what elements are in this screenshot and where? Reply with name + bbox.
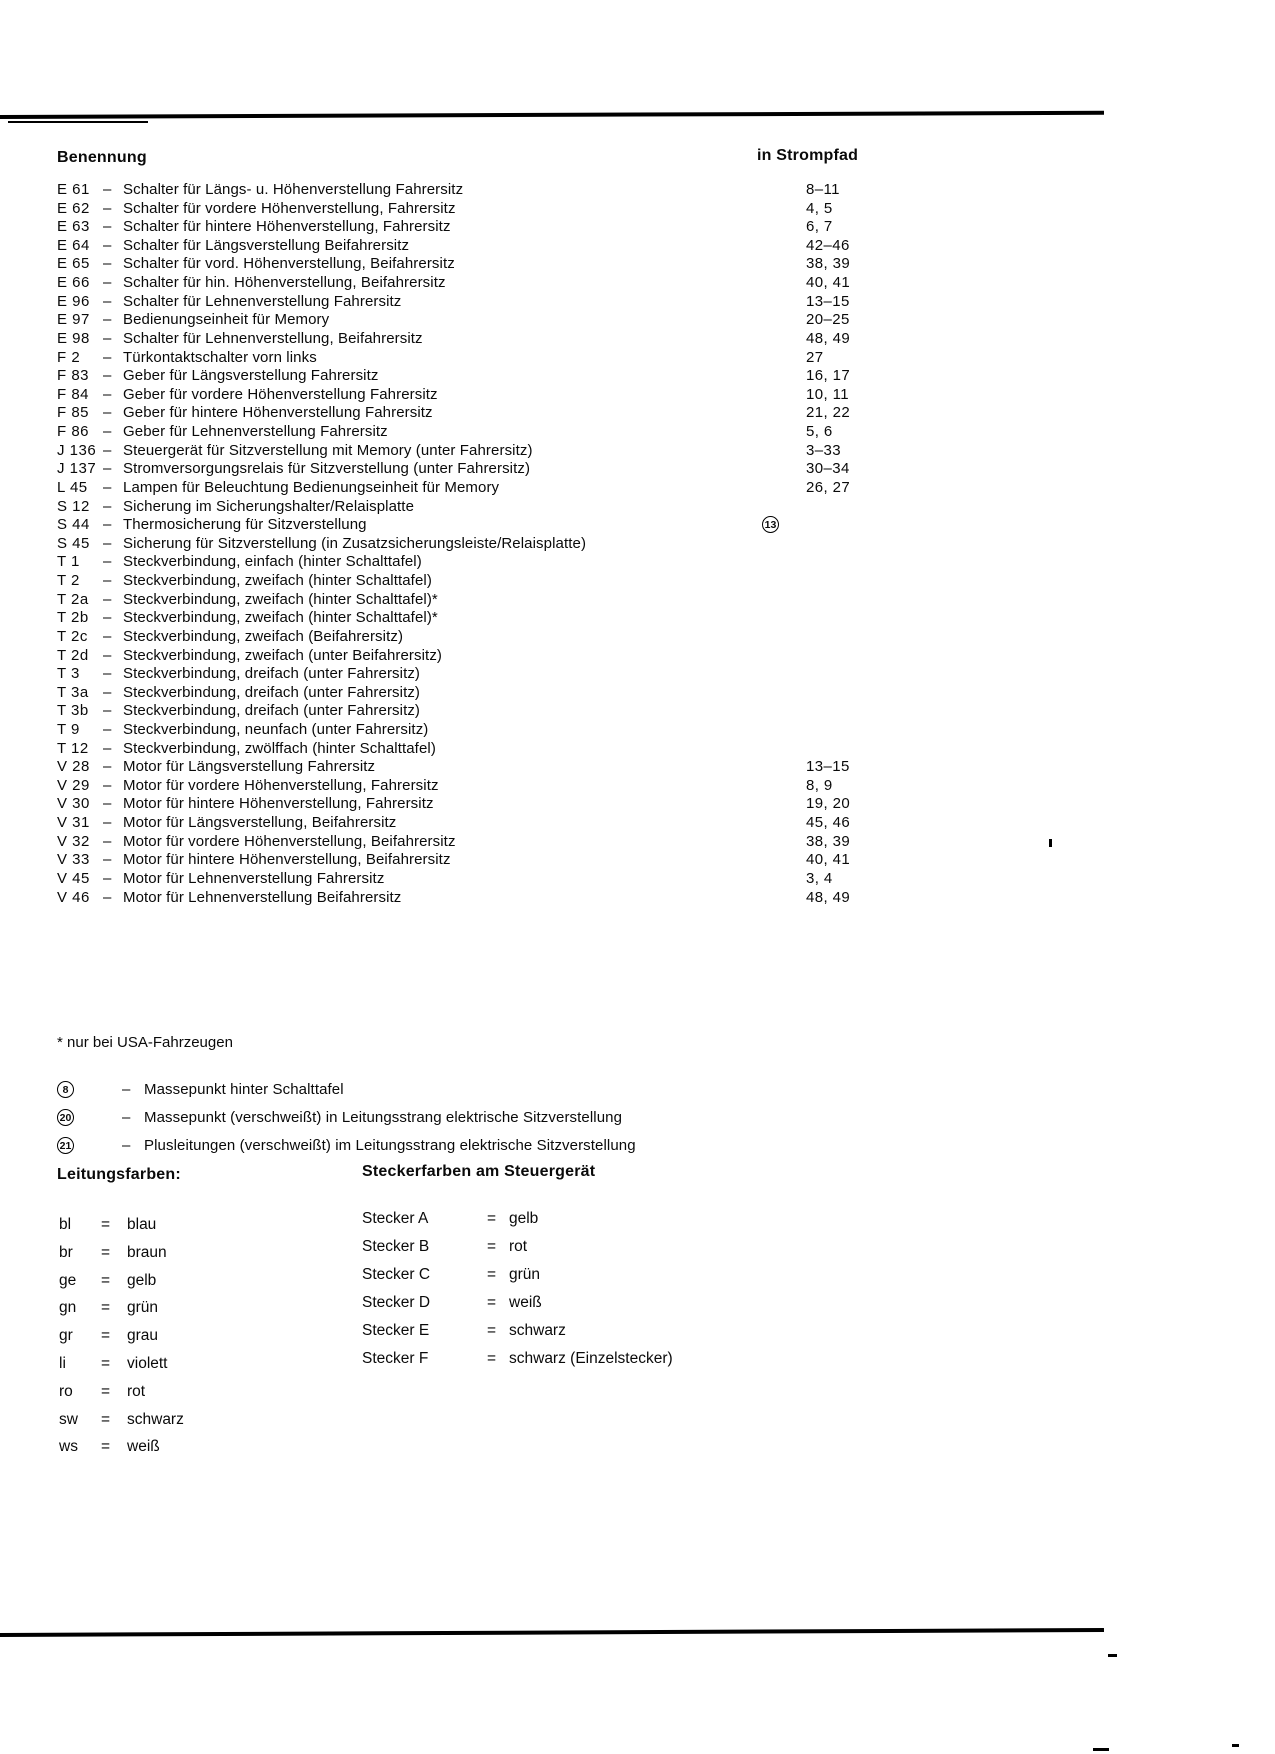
component-description: Steckverbindung, dreifach (unter Fahrersitz) xyxy=(123,702,421,720)
component-description: Sicherung für Sitzverstellung (in Zusatzsicherungsleiste/Relaisplatte) xyxy=(123,534,587,552)
component-strompfad: 38, 39 xyxy=(806,255,851,273)
component-strompfad: 30–34 xyxy=(806,460,850,478)
dash-separator: – xyxy=(103,441,112,459)
dash-separator: – xyxy=(122,1081,131,1098)
component-code: E 62 xyxy=(57,199,90,217)
component-description: Schalter für Längsverstellung Beifahrersitz xyxy=(123,236,410,254)
component-code: T 2 xyxy=(57,572,80,590)
component-description: Schalter für hintere Höhenverstellung, Fahrersitz xyxy=(123,218,451,236)
component-strompfad: 20–25 xyxy=(806,311,850,329)
component-description: Türkontaktschalter vorn links xyxy=(123,348,317,366)
component-code: F 85 xyxy=(57,404,90,422)
scan-speck xyxy=(1108,1654,1117,1657)
bottom-rule xyxy=(0,1628,1104,1637)
component-strompfad: 3, 4 xyxy=(806,869,833,887)
dash-separator: – xyxy=(103,646,112,664)
component-code: J 136 xyxy=(57,441,97,459)
component-strompfad: 26, 27 xyxy=(806,478,851,496)
wire-color-code: bl xyxy=(59,1216,72,1233)
component-code: E 63 xyxy=(57,218,90,236)
circled-ground-number: 21 xyxy=(57,1137,74,1154)
dash-separator: – xyxy=(103,869,112,887)
equals-sign: = xyxy=(101,1355,111,1372)
component-description: Steckverbindung, zweifach (hinter Schalttafel)* xyxy=(123,609,438,627)
dash-separator: – xyxy=(103,404,112,422)
component-description: Schalter für Lehnenverstellung Fahrersitz xyxy=(123,292,402,310)
equals-sign: = xyxy=(101,1410,111,1428)
component-strompfad: 40, 41 xyxy=(806,851,851,869)
connector-label: Stecker B xyxy=(362,1238,430,1255)
equals-sign: = xyxy=(101,1382,111,1400)
wire-color-code: ro xyxy=(59,1382,73,1400)
wire-color-name: weiß xyxy=(127,1438,160,1456)
component-description: Steckverbindung, zweifach (Beifahrersitz) xyxy=(123,627,404,645)
dash-separator: – xyxy=(103,814,112,832)
component-code: V 32 xyxy=(57,832,90,850)
connector-label: Stecker F xyxy=(362,1350,429,1367)
footnote-usa: * nur bei USA-Fahrzeugen xyxy=(57,1034,233,1051)
component-description: Geber für Längsverstellung Fahrersitz xyxy=(123,367,379,385)
component-description: Sicherung im Sicherungshalter/Relaisplatte xyxy=(123,497,415,515)
dash-separator: – xyxy=(103,795,112,813)
component-strompfad: 8, 9 xyxy=(806,776,833,794)
component-description: Motor für vordere Höhenverstellung, Fahrersitz xyxy=(123,776,439,794)
dash-separator: – xyxy=(103,516,112,534)
connector-label: Stecker A xyxy=(362,1210,429,1227)
equals-sign: = xyxy=(487,1322,497,1339)
component-code: F 84 xyxy=(57,385,90,403)
component-description: Steuergerät für Sitzverstellung mit Memory (unter Fahrersitz) xyxy=(123,441,533,459)
component-code: L 45 xyxy=(57,478,88,496)
component-description: Schalter für Lehnenverstellung, Beifahrersitz xyxy=(123,329,423,347)
dash-separator: – xyxy=(103,218,112,236)
dash-separator: – xyxy=(122,1137,131,1154)
component-strompfad: 10, 11 xyxy=(806,385,849,403)
component-description: Steckverbindung, zwölffach (hinter Schalttafel) xyxy=(123,739,436,757)
dash-separator: – xyxy=(103,609,112,627)
wire-color-code: sw xyxy=(59,1410,78,1428)
ground-point-text: Massepunkt (verschweißt) in Leitungsstrang elektrische Sitzverstellung xyxy=(144,1109,623,1126)
wire-color-name: braun xyxy=(127,1243,167,1261)
component-code: S 45 xyxy=(57,534,90,552)
component-code: V 45 xyxy=(57,869,90,887)
dash-separator: – xyxy=(103,888,112,906)
dash-separator: – xyxy=(103,553,112,571)
column-header-strompfad: in Strompfad xyxy=(757,147,859,164)
dash-separator: – xyxy=(103,199,112,217)
dash-separator: – xyxy=(103,497,112,515)
dash-separator: – xyxy=(103,236,112,254)
component-code: S 12 xyxy=(57,497,90,515)
wire-color-code: gn xyxy=(59,1299,77,1317)
component-code: F 86 xyxy=(57,423,90,441)
equals-sign: = xyxy=(487,1210,497,1227)
wire-color-code: ge xyxy=(59,1271,77,1289)
component-strompfad: 48, 49 xyxy=(806,329,851,347)
component-code: E 98 xyxy=(57,329,90,347)
component-strompfad: 6, 7 xyxy=(806,218,833,236)
ground-point-text: Massepunkt hinter Schalttafel xyxy=(144,1081,344,1098)
component-code: T 2c xyxy=(57,627,88,645)
component-description: Steckverbindung, dreifach (unter Fahrersitz) xyxy=(123,665,421,683)
ground-point-text: Plusleitungen (verschweißt) im Leitungsstrang elektrische Sitzverstellung xyxy=(144,1137,636,1154)
component-description: Geber für vordere Höhenverstellung Fahrersitz xyxy=(123,385,438,403)
dash-separator: – xyxy=(103,665,112,683)
component-code: T 3a xyxy=(57,683,89,701)
equals-sign: = xyxy=(487,1266,497,1283)
wire-color-name: grau xyxy=(127,1327,159,1345)
dash-separator: – xyxy=(103,627,112,645)
wire-colors-title: Leitungsfarben: xyxy=(57,1166,181,1183)
component-code: T 3b xyxy=(57,702,89,720)
component-code: T 2d xyxy=(57,646,89,664)
dash-separator: – xyxy=(122,1109,131,1126)
wire-color-code: ws xyxy=(59,1438,78,1456)
component-strompfad: 27 xyxy=(806,348,824,366)
component-description: Steckverbindung, zweifach (hinter Schalttafel) xyxy=(123,572,432,590)
component-code: T 9 xyxy=(57,720,80,738)
component-description: Schalter für vord. Höhenverstellung, Beifahrersitz xyxy=(123,255,455,273)
dash-separator: – xyxy=(103,311,112,329)
wire-color-name: violett xyxy=(127,1355,168,1372)
component-description: Motor für Längsverstellung Fahrersitz xyxy=(123,758,376,776)
component-strompfad: 5, 6 xyxy=(806,423,833,441)
component-code: F 2 xyxy=(57,348,81,366)
component-code: V 29 xyxy=(57,776,90,794)
dash-separator: – xyxy=(103,832,112,850)
dash-separator: – xyxy=(103,590,112,608)
dash-separator: – xyxy=(103,329,112,347)
component-code: S 44 xyxy=(57,516,90,534)
component-code: T 2b xyxy=(57,609,89,627)
dash-separator: – xyxy=(103,348,112,366)
component-code: T 2a xyxy=(57,590,89,608)
component-description: Steckverbindung, zweifach (hinter Schalttafel)* xyxy=(123,590,438,608)
equals-sign: = xyxy=(101,1243,111,1261)
component-code: J 137 xyxy=(57,460,97,478)
component-code: E 97 xyxy=(57,311,90,329)
dash-separator: – xyxy=(103,534,112,552)
connector-label: Stecker E xyxy=(362,1322,430,1339)
connector-label: Stecker C xyxy=(362,1266,431,1283)
component-code: V 31 xyxy=(57,814,90,832)
scan-speck xyxy=(1049,839,1052,847)
dash-separator: – xyxy=(103,739,112,757)
component-description: Motor für hintere Höhenverstellung, Beifahrersitz xyxy=(123,851,451,869)
dash-separator: – xyxy=(103,758,112,776)
component-description: Bedienungseinheit für Memory xyxy=(123,311,330,329)
equals-sign: = xyxy=(487,1294,497,1311)
equals-sign: = xyxy=(101,1438,111,1456)
connector-color-value: weiß xyxy=(509,1294,542,1311)
component-description: Schalter für Längs- u. Höhenverstellung Fahrersitz xyxy=(123,181,464,198)
component-description: Geber für Lehnenverstellung Fahrersitz xyxy=(123,423,388,441)
component-code: E 66 xyxy=(57,274,90,292)
wire-color-name: blau xyxy=(127,1216,157,1233)
component-description: Lampen für Beleuchtung Bedienungseinheit für Memory xyxy=(123,478,500,496)
component-code: E 64 xyxy=(57,236,90,254)
top-rule xyxy=(0,111,1104,119)
wire-color-name: schwarz xyxy=(127,1410,184,1428)
component-strompfad: 13–15 xyxy=(806,758,850,776)
component-strompfad: 45, 46 xyxy=(806,814,851,832)
equals-sign: = xyxy=(101,1271,111,1289)
component-code: T 1 xyxy=(57,553,80,571)
component-description: Motor für Lehnenverstellung Fahrersitz xyxy=(123,869,385,887)
component-strompfad: 42–46 xyxy=(806,236,850,254)
equals-sign: = xyxy=(487,1350,497,1367)
dash-separator: – xyxy=(103,683,112,701)
dash-separator: – xyxy=(103,181,112,198)
circled-ground-number: 8 xyxy=(57,1081,74,1098)
dash-separator: – xyxy=(103,274,112,292)
component-code: E 65 xyxy=(57,255,90,273)
component-description: Thermosicherung für Sitzverstellung xyxy=(123,516,367,534)
dash-separator: – xyxy=(103,702,112,720)
scan-speck xyxy=(8,121,148,123)
component-description: Steckverbindung, einfach (hinter Schalttafel) xyxy=(123,553,422,571)
component-strompfad: 8–11 xyxy=(806,181,840,198)
component-strompfad: 48, 49 xyxy=(806,888,851,906)
connector-color-value: rot xyxy=(509,1238,528,1255)
component-description: Motor für Lehnenverstellung Beifahrersitz xyxy=(123,888,402,906)
dash-separator: – xyxy=(103,423,112,441)
wire-color-code: gr xyxy=(59,1327,73,1345)
equals-sign: = xyxy=(101,1327,111,1345)
dash-separator: – xyxy=(103,367,112,385)
wire-color-code: li xyxy=(59,1355,66,1372)
component-strompfad: 19, 20 xyxy=(806,795,851,813)
equals-sign: = xyxy=(101,1299,111,1317)
component-code: T 3 xyxy=(57,665,80,683)
connector-color-value: grün xyxy=(509,1266,541,1283)
component-code: V 28 xyxy=(57,758,90,776)
connector-label: Stecker D xyxy=(362,1294,431,1311)
component-code: E 96 xyxy=(57,292,90,310)
component-description: Motor für Längsverstellung, Beifahrersitz xyxy=(123,814,397,832)
component-strompfad: 16, 17 xyxy=(806,367,851,385)
wire-color-code: br xyxy=(59,1243,73,1261)
component-code: T 12 xyxy=(57,739,89,757)
component-code: F 83 xyxy=(57,367,90,385)
connector-color-value: schwarz (Einzelstecker) xyxy=(509,1350,673,1367)
circled-strompfad-number: 13 xyxy=(762,516,779,533)
circled-ground-number: 20 xyxy=(57,1109,74,1126)
component-description: Stromversorgungsrelais für Sitzverstellung (unter Fahrersitz) xyxy=(123,460,531,478)
component-description: Geber für hintere Höhenverstellung Fahrersitz xyxy=(123,404,433,422)
dash-separator: – xyxy=(103,292,112,310)
component-description: Motor für hintere Höhenverstellung, Fahrersitz xyxy=(123,795,434,813)
dash-separator: – xyxy=(103,851,112,869)
scan-speck xyxy=(1093,1748,1109,1751)
component-code: V 30 xyxy=(57,795,90,813)
component-code: E 61 xyxy=(57,181,90,198)
equals-sign: = xyxy=(101,1216,111,1233)
component-code: V 33 xyxy=(57,851,90,869)
equals-sign: = xyxy=(487,1238,497,1255)
dash-separator: – xyxy=(103,460,112,478)
dash-separator: – xyxy=(103,776,112,794)
column-header-benennung: Benennung xyxy=(57,149,147,166)
dash-separator: – xyxy=(103,255,112,273)
component-description: Steckverbindung, zweifach (unter Beifahrersitz) xyxy=(123,646,443,664)
dash-separator: – xyxy=(103,720,112,738)
component-description: Schalter für hin. Höhenverstellung, Beifahrersitz xyxy=(123,274,446,292)
component-strompfad: 13–15 xyxy=(806,292,850,310)
component-description: Steckverbindung, dreifach (unter Fahrersitz) xyxy=(123,683,421,701)
component-description: Steckverbindung, neunfach (unter Fahrersitz) xyxy=(123,720,429,738)
component-strompfad: 38, 39 xyxy=(806,832,851,850)
component-strompfad: 40, 41 xyxy=(806,274,851,292)
dash-separator: – xyxy=(103,572,112,590)
connector-color-value: gelb xyxy=(509,1210,539,1227)
dash-separator: – xyxy=(103,478,112,496)
wire-color-name: gelb xyxy=(127,1271,157,1289)
component-strompfad: 4, 5 xyxy=(806,199,833,217)
component-strompfad: 3–33 xyxy=(806,441,841,459)
scan-speck xyxy=(1232,1744,1239,1747)
connector-color-value: schwarz xyxy=(509,1322,566,1339)
connector-colors-title: Steckerfarben am Steuergerät xyxy=(362,1163,596,1180)
wire-color-name: grün xyxy=(127,1299,159,1317)
wire-color-name: rot xyxy=(127,1382,146,1400)
component-description: Motor für vordere Höhenverstellung, Beifahrersitz xyxy=(123,832,456,850)
component-strompfad: 21, 22 xyxy=(806,404,851,422)
component-description: Schalter für vordere Höhenverstellung, Fahrersitz xyxy=(123,199,456,217)
component-code: V 46 xyxy=(57,888,90,906)
dash-separator: – xyxy=(103,385,112,403)
